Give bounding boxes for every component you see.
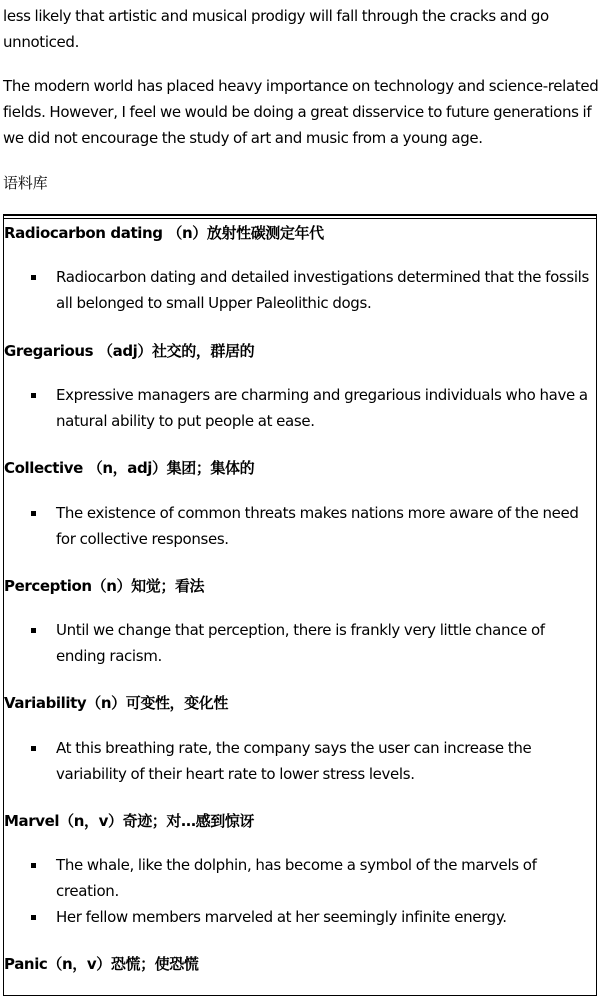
vocab-example <box>56 736 597 787</box>
vocab-example <box>56 618 597 669</box>
bullet-icon <box>31 915 36 920</box>
vocab-example <box>56 905 597 931</box>
vocab-example <box>56 265 597 316</box>
example-text: Expressive managers are charming and gregarious individuals who have a natural ability to put people at ease. <box>56 386 588 430</box>
bullet-icon <box>31 393 36 398</box>
vocab-term: Radiocarbon dating （n）放射性碳测定年代 <box>4 224 324 242</box>
intro-paragraph-1: less likely that artistic and musical prodigy will fall through the cracks and go unnoticed. <box>3 7 549 51</box>
example-text: Until we change that perception, there is frankly very little chance of ending racism. <box>56 621 545 665</box>
example-text: Her fellow members marveled at her seemingly infinite energy. <box>56 908 507 926</box>
vocab-term: Marvel（n，v）奇迹；对…感到惊讶 <box>4 812 254 830</box>
vocab-term: Perception（n）知觉；看法 <box>4 577 205 595</box>
bullet-icon <box>31 275 36 280</box>
example-text: The whale, like the dolphin, has become a symbol of the marvels of creation. <box>56 856 537 900</box>
vocab-example <box>56 853 597 904</box>
corpus-heading: 语料库 <box>3 174 48 192</box>
example-text: The existence of common threats makes nations more aware of the need for collective responses. <box>56 504 579 548</box>
example-text: At this breathing rate, the company says the user can increase the variability of their heart rate to lower stress levels. <box>56 739 532 783</box>
vocab-term: Panic（n，v）恐慌；使恐慌 <box>4 955 199 973</box>
bullet-icon <box>31 746 36 751</box>
vocab-term: Gregarious （adj）社交的，群居的 <box>4 342 255 360</box>
vocab-example <box>56 501 597 552</box>
bullet-icon <box>31 863 36 868</box>
bullet-icon <box>31 628 36 633</box>
intro-paragraph-2: The modern world has placed heavy importance on technology and science-related fields. However, I feel we would be doing a great disservice to future generations if we did not encourage the study of art and music from a young age. <box>3 77 599 147</box>
vocab-term: Variability（n）可变性，变化性 <box>4 694 228 712</box>
vocabulary-box <box>3 214 597 996</box>
vocab-term: Collective （n，adj）集团；集体的 <box>4 459 255 477</box>
bullet-icon <box>31 511 36 516</box>
example-text: Radiocarbon dating and detailed investigations determined that the fossils all belonged to small Upper Paleolithic dogs. <box>56 268 589 312</box>
vocab-example <box>56 383 597 434</box>
